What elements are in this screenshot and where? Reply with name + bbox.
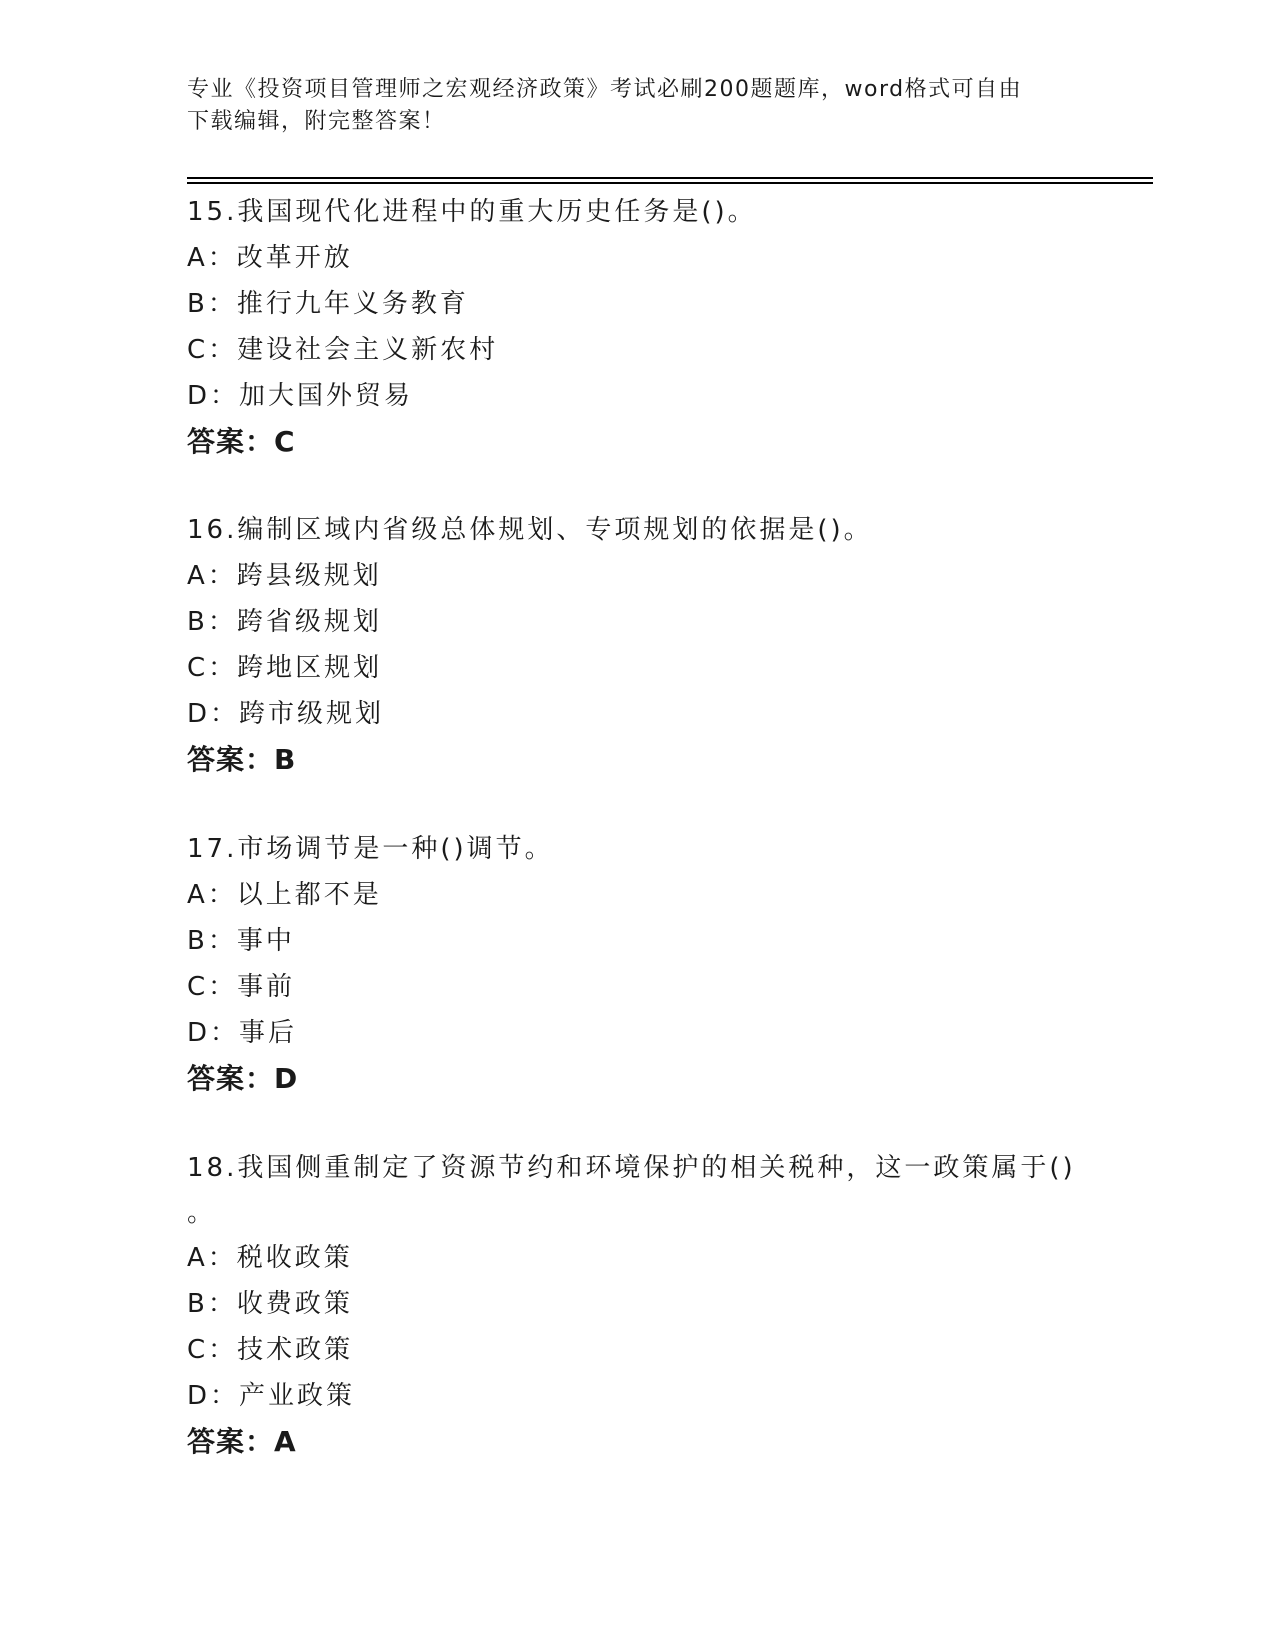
question-16 — [187, 507, 1087, 783]
question-stem: 17.市场调节是一种()调节。 — [187, 834, 554, 864]
option-a: A：以上都不是 — [187, 880, 382, 910]
answer: 答案：D — [187, 1062, 299, 1095]
option-a: A：跨县级规划 — [187, 561, 382, 591]
option-b: B：推行九年义务教育 — [187, 289, 469, 319]
option-d: D：事后 — [187, 1018, 298, 1048]
header-line-1: 专业《投资项目管理师之宏观经济政策》考试必刷200题题库，word格式可自由 — [187, 77, 1023, 102]
option-b: B：收费政策 — [187, 1289, 353, 1319]
question-stem-continuation: 。 — [187, 1198, 217, 1228]
option-c: C：跨地区规划 — [187, 653, 383, 683]
question-15 — [187, 189, 1087, 465]
option-c: C：事前 — [187, 972, 296, 1002]
option-a: A：税收政策 — [187, 1243, 353, 1273]
header-divider-top — [187, 177, 1153, 179]
header-line-2: 下载编辑，附完整答案！ — [187, 109, 446, 134]
option-d: D：产业政策 — [187, 1381, 356, 1411]
option-d: D：跨市级规划 — [187, 699, 385, 729]
option-a: A：改革开放 — [187, 243, 353, 273]
question-stem: 18.我国侧重制定了资源节约和环境保护的相关税种，这一政策属于() — [187, 1153, 1076, 1183]
option-d: D：加大国外贸易 — [187, 381, 414, 411]
header-divider-bottom — [187, 182, 1153, 184]
answer: 答案：C — [187, 425, 296, 458]
answer: 答案：A — [187, 1425, 297, 1458]
answer: 答案：B — [187, 743, 297, 776]
document-header — [187, 74, 1087, 138]
question-stem: 15.我国现代化进程中的重大历史任务是()。 — [187, 197, 757, 227]
question-17 — [187, 826, 1087, 1102]
question-18 — [187, 1145, 1087, 1465]
question-stem: 16.编制区域内省级总体规划、专项规划的依据是()。 — [187, 515, 873, 545]
option-b: B：跨省级规划 — [187, 607, 382, 637]
option-b: B：事中 — [187, 926, 295, 956]
option-c: C：建设社会主义新农村 — [187, 335, 499, 365]
option-c: C：技术政策 — [187, 1335, 354, 1365]
